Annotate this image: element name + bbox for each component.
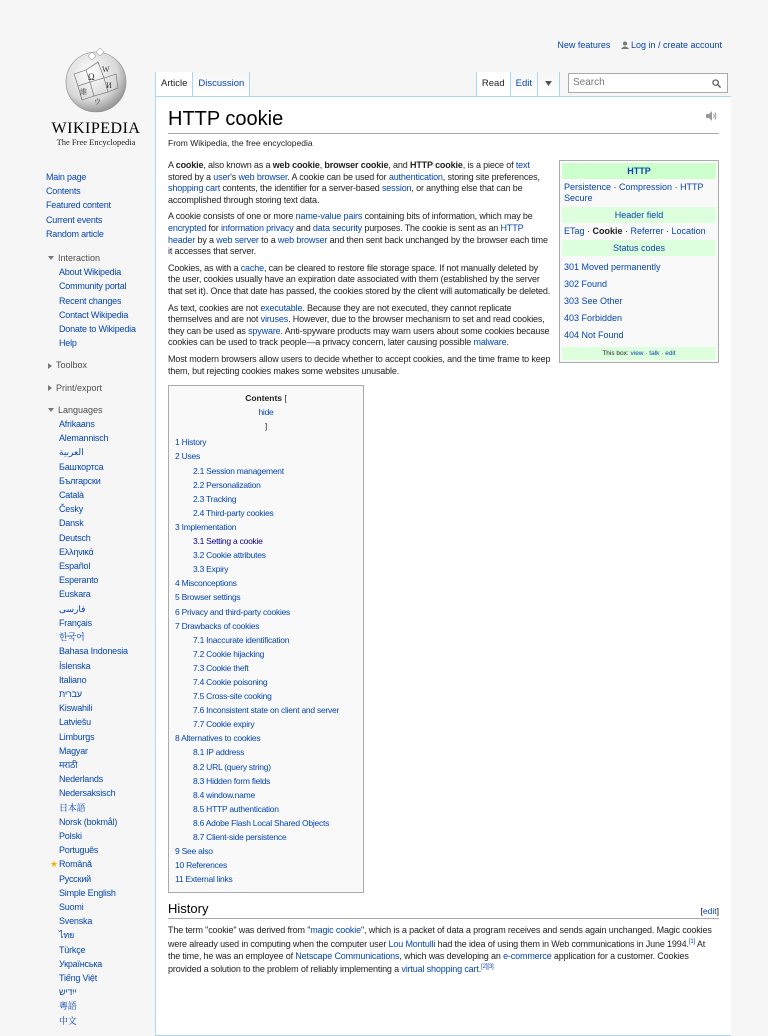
toc-item[interactable]: 7.1 Inaccurate identification [193,634,290,645]
sidebar-language-item[interactable]: עברית [59,688,82,699]
sidebar-item-help[interactable]: Help [59,338,77,349]
sidebar-language-item[interactable]: Türkçe [59,944,86,955]
chevron-down-icon [545,81,552,86]
link-data-security[interactable]: data security [312,222,362,233]
page-title: HTTP cookie [168,107,719,134]
table-of-contents [168,385,364,893]
svg-text:И: И [106,81,112,90]
sidebar-language-item[interactable]: Română [59,859,92,870]
sidebar-language-item[interactable]: 中文 [59,1015,77,1026]
toc-item[interactable]: 6 Privacy and third-party cookies [175,606,291,617]
toc-item[interactable]: 10 References [175,860,228,871]
sidebar-language-item[interactable]: Suomi [59,901,84,912]
login-link[interactable]: Log in / create account [630,40,722,50]
toc-item[interactable]: 2.2 Personalization [193,479,261,490]
toc-item[interactable]: 8.1 IP address [193,747,245,758]
more-actions-dropdown[interactable] [538,72,560,96]
intro-paragraph-4: As text, cookies are not executable. Because they are not executed, they cannot replicate themselves and are not viruses. However, due to the browser mechanism to set and read cookies, they can be used as spyware. Anti-spyware products may warn users about some cookies because cookies can be used to track people—a privacy concern, later causing possible malware. [168,302,550,348]
sidebar-language-item[interactable]: Deutsch [59,532,91,543]
infobox-link-persistence[interactable]: Persistence [564,182,612,192]
intro-paragraph-5: Most modern browsers allow users to decide whether to accept cookies, and the time frame to keep them, but rejecting cookies makes some websites unusable. [168,353,551,376]
sidebar-language-item[interactable]: Français [59,617,92,628]
reference-1[interactable]: [1] [688,938,696,945]
sidebar-language-item[interactable]: Български [59,475,101,486]
http-infobox [559,160,719,363]
link-cache[interactable]: cache [240,262,264,273]
languages-list [50,417,146,1028]
sidebar-language-item[interactable]: Norsk (bokmål) [59,816,118,827]
search-input[interactable] [568,73,728,93]
sidebar-item-about[interactable]: About Wikipedia [59,267,122,278]
section-edit-link[interactable]: edit [702,906,717,917]
link-text[interactable]: text [515,160,530,170]
svg-text:維: 維 [80,88,87,96]
sidebar-navigation [46,170,146,241]
section-edit: [edit] [700,906,719,917]
sidebar-language-item[interactable]: Ελληνικά [59,546,94,557]
toc-item[interactable]: 8.6 Adobe Flash Local Shared Objects [193,817,330,828]
new-features-link[interactable]: New features [557,40,611,50]
infobox-view-link[interactable]: view [630,350,644,357]
tab-discussion[interactable]: Discussion [193,72,250,96]
infobox-link-referrer[interactable]: Referrer [630,226,664,236]
star-icon: ★ [50,859,59,870]
link-authentication[interactable]: authentication [388,171,443,182]
toc-item[interactable]: 7 Drawbacks of cookies [175,620,260,631]
toc-hide-toggle[interactable]: hide [258,407,274,418]
infobox-talk-link[interactable]: talk [649,350,660,357]
infobox-link-compression[interactable]: Compression [619,182,673,192]
toolbox-label: Toolbox [56,360,88,371]
sidebar-language-item[interactable]: Português [59,845,99,856]
toc-item[interactable]: 1 History [175,437,207,448]
sidebar-language-item[interactable]: فارسی [59,603,86,614]
sidebar-language-item[interactable]: Afrikaans [59,419,95,430]
toc-item[interactable]: 2.1 Session management [193,465,284,476]
toc-item[interactable]: 3.1 Setting a cookie [193,536,263,547]
link-viruses[interactable]: viruses [260,314,289,325]
sidebar-language-item[interactable]: Tiếng Việt [59,972,98,983]
interaction-heading[interactable] [46,251,146,265]
toc-item[interactable]: 2.3 Tracking [193,493,237,504]
search-placeholder: Search [573,77,605,88]
toc-item[interactable]: 4 Misconceptions [175,578,237,589]
sidebar-language-item[interactable]: Español [59,561,91,572]
infobox-footer-label: This box: [602,350,631,357]
tab-edit[interactable]: Edit [511,72,538,96]
toc-item[interactable]: 8.3 Hidden form fields [193,775,271,786]
sidebar-language-item[interactable]: Magyar [59,745,88,756]
sidebar-item-contact[interactable]: Contact Wikipedia [59,309,129,320]
sidebar-language-item[interactable]: Svenska [59,916,93,927]
toc-list [175,435,357,886]
toc-item[interactable]: 3.2 Cookie attributes [193,550,266,561]
link-spyware[interactable]: spyware [248,325,281,336]
infobox-link-http-secure[interactable]: HTTP Secure [564,182,704,203]
sidebar-language-item[interactable]: العربية [59,447,84,458]
toolbox-heading[interactable] [46,358,146,372]
toc-item[interactable]: 7.2 Cookie hijacking [193,648,265,659]
infobox-link-etag[interactable]: ETag [564,226,585,236]
toc-item[interactable]: 7.6 Inconsistent state on client and server [193,705,340,716]
wikipedia-wordmark: WIKIPEDIA [51,120,141,137]
speaker-icon[interactable] [705,111,717,121]
languages-label: Languages [58,404,103,415]
print-export-heading[interactable] [46,381,146,395]
sidebar-language-item[interactable]: मराठी [59,759,78,770]
link-web-browser[interactable]: web browser [238,171,288,182]
infobox-code-301[interactable]: 301 Moved permanently [564,262,661,272]
sidebar-item-community-portal[interactable]: Community portal [59,281,127,292]
link-http-header[interactable]: HTTP header [168,222,524,245]
reference-2-3[interactable]: [2][3] [481,964,494,971]
sidebar-language-item[interactable]: Polski [59,830,82,841]
print-export-label: Print/export [56,382,103,393]
link-web-browser-2[interactable]: web browser [277,234,328,245]
sidebar-item-current-events[interactable]: Current events [46,214,103,225]
toc-item[interactable]: 2 Uses [175,451,200,462]
wikipedia-logo[interactable] [46,44,146,156]
wikipedia-globe-logo [60,44,132,116]
link-malware[interactable]: malware [473,337,507,348]
sidebar-language-item[interactable]: ไทย [59,930,75,941]
toc-item[interactable]: 5 Browser settings [175,592,241,603]
expanded-arrow-icon [48,408,54,412]
infobox-code-403[interactable]: 403 Forbidden [564,313,623,323]
toc-item[interactable]: 7.7 Cookie expiry [193,719,255,730]
link-information-privacy[interactable]: information privacy [220,222,294,233]
toc-item[interactable]: 8.2 URL (query string) [193,761,271,772]
article-content [155,96,731,1036]
tab-read[interactable]: Read [476,72,511,96]
infobox-edit-link[interactable]: edit [665,350,676,357]
sidebar-language-item[interactable]: Simple English [59,887,116,898]
toc-item[interactable]: 7.3 Cookie theft [193,662,249,673]
languages-heading[interactable] [46,403,146,417]
sidebar-language-item[interactable]: Italiano [59,674,87,685]
sidebar-language-item[interactable]: Limburgs [59,731,95,742]
link-lou-montulli[interactable]: Lou Montulli [388,938,436,949]
intro-paragraph-2: A cookie consists of one or more name-value pairs containing bits of information, which may be encrypted for information privacy and data security purposes. The cookie is sent as an HTTP header by a web server to a web browser and then sent back unchanged by the browser each time it accesses that server. [168,211,548,257]
sidebar-language-item[interactable]: Kiswahili [59,703,93,714]
toc-item[interactable]: 8.5 HTTP authentication [193,803,279,814]
sidebar [46,170,146,1028]
infobox-title[interactable]: HTTP [562,163,716,179]
toc-item[interactable]: 9 See also [175,846,213,857]
sidebar-language-item[interactable]: Башҡортса [59,461,104,472]
collapsed-arrow-icon [48,363,52,369]
infobox-code-302[interactable]: 302 Found [564,279,608,289]
toc-item[interactable]: 2.4 Third-party cookies [193,507,274,518]
infobox-header-row: ETag · Cookie · Referrer · Location [564,226,706,236]
collapsed-arrow-icon [48,385,52,391]
sidebar-language-item[interactable]: ייִדיש [59,987,77,998]
section-heading-history [168,901,719,919]
link-virtual-shopping-cart[interactable]: virtual shopping cart [401,964,479,975]
sidebar-item-donate[interactable]: Donate to Wikipedia [59,324,136,335]
sidebar-language-item[interactable]: Dansk [59,518,84,529]
link-web-server[interactable]: web server [216,234,259,245]
svg-text:ウ: ウ [94,98,101,106]
toc-item[interactable]: 3.3 Expiry [193,564,229,575]
sidebar-language-item[interactable]: Українська [59,958,103,969]
infobox-code-404[interactable]: 404 Not Found [564,330,624,340]
sidebar-language-item[interactable]: Русский [59,873,91,884]
link-session[interactable]: session [381,183,412,194]
infobox-codes [562,256,716,347]
sidebar-language-item[interactable]: 粵語 [59,1001,77,1012]
sidebar-language-item[interactable]: Esperanto [59,575,99,586]
link-user[interactable]: user [213,171,231,182]
infobox-status-codes[interactable]: Status codes [562,240,716,256]
toc-item[interactable]: 8.4 window.name [193,789,255,800]
tab-article[interactable]: Article [155,72,193,96]
infobox-features-row: Persistence · Compression · HTTP Secure [564,182,704,203]
link-magic-cookie[interactable]: magic cookie [310,925,361,936]
sidebar-item-featured-content[interactable]: Featured content [46,200,111,211]
infobox-code-303[interactable]: 303 See Other [564,296,623,306]
view-tabs [476,72,728,96]
magnifier-icon[interactable] [712,79,721,88]
infobox-link-location[interactable]: Location [671,226,706,236]
personal-tools [557,40,722,50]
namespace-tabs [155,72,250,96]
toc-title: Contents [ hide ] [175,391,357,433]
site-subtitle: From Wikipedia, the free encyclopedia [168,138,313,148]
interaction-list [59,265,146,350]
infobox-current-cookie: Cookie [592,226,623,236]
sidebar-language-item[interactable]: Nederlands [59,774,104,785]
interaction-label: Interaction [58,253,101,264]
intro-paragraph-3: Cookies, as with a cache, can be cleared to restore file storage space. If not manually deleted by the user, cookies usually have an expiration date associated with them (established by the server that set it). Once that date has passed, the cookies stored by the client will automatically be deleted. [168,262,551,296]
link-encrypted[interactable]: encrypted [168,222,207,233]
link-shopping-cart[interactable]: shopping cart [168,183,221,194]
sidebar-language-item[interactable]: Česky [59,504,84,515]
toc-item[interactable]: 7.4 Cookie poisoning [193,676,268,687]
sidebar-language-item[interactable]: Alemannisch [59,433,109,444]
wikipedia-tagline: The Free Encyclopedia [56,137,136,147]
toc-item[interactable]: 3 Implementation [175,521,237,532]
toc-item[interactable]: 7.5 Cross-site cooking [193,691,272,702]
sidebar-item-main-page[interactable]: Main page [46,172,87,182]
sidebar-item-recent-changes[interactable]: Recent changes [59,295,122,306]
link-e-commerce[interactable]: e-commerce [503,950,552,961]
svg-text:W: W [102,65,110,74]
sidebar-item-random-article[interactable]: Random article [46,228,104,239]
sidebar-language-item[interactable]: 日本語 [59,802,86,813]
link-executable[interactable]: executable [260,302,303,313]
history-paragraph: The term "cookie" was derived from "magic cookie", which is a packet of data a program receives and sends again unchanged. Magic cookies were already used in computing when the computer user Lou Montulli had the idea of using them in Web communications in June 1994.[1] At the time, he was an employee of Netscape Communications, which was developing an e-commerce application for a customer. Cookies provided a solution to the problem of reliably implementing a virtual shopping cart.[2][3] [168,925,712,975]
sidebar-language-item[interactable]: Íslenska [59,660,91,671]
sidebar-item-contents[interactable]: Contents [46,186,81,197]
infobox-footer: This box: view · talk · edit [562,347,716,360]
infobox-header-field[interactable]: Header field [562,207,716,223]
toc-item[interactable]: 8 Alternatives to cookies [175,733,261,744]
history-heading-text: History [168,901,209,917]
sidebar-language-item[interactable]: 한국어 [59,632,85,643]
svg-text:Ω: Ω [88,72,95,82]
sidebar-language-item[interactable]: Bahasa Indonesia [59,646,128,657]
sidebar-language-item[interactable]: Nedersaksisch [59,788,116,799]
sidebar-language-item[interactable]: Català [59,490,84,501]
toc-item[interactable]: 11 External links [175,874,233,885]
link-name-value-pairs[interactable]: name-value pairs [295,211,363,222]
sidebar-language-item[interactable]: Euskara [59,589,91,600]
expanded-arrow-icon [48,256,54,260]
toc-item[interactable]: 8.7 Client-side persistence [193,832,287,842]
intro-paragraph-1: A cookie, also known as a web cookie, browser cookie, and HTTP cookie, is a piece of text stored by a user's web browser. A cookie can be used for authentication, storing site preferences, shopping cart contents, the identifier for a server-based session, or anything else that can be accomplished through storing text data. [168,160,540,205]
link-netscape[interactable]: Netscape Communications [295,950,400,961]
user-icon [621,41,629,49]
sidebar-language-item[interactable]: Latviešu [59,717,91,728]
